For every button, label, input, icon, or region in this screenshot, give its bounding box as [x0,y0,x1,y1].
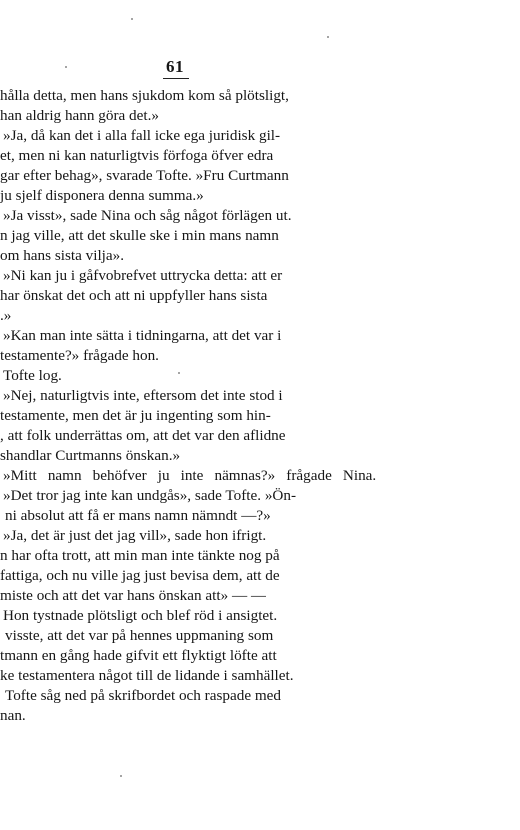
text-line: gar efter behag», svarade Tofte. »Fru Curtmann [0,167,289,184]
text-line: Tofte log. [3,367,62,384]
text-line: testamente, men det är ju ingenting som hin- [0,407,271,424]
text-line: har önskat det och att ni uppfyller hans sista [0,287,268,304]
text-line: shandlar Curtmanns önskan.» [0,447,181,464]
text-line: testamente?» frågade hon. [0,347,159,364]
text-line: ju sjelf disponera denna summa.» [0,187,204,204]
text-line: hålla detta, men hans sjukdom kom så plötsligt, [0,87,289,104]
print-speck [131,18,133,20]
print-speck [178,372,180,374]
text-line: Tofte såg ned på skrifbordet och raspade med [5,687,282,704]
text-line: »Ja, det är just det jag vill», sade hon ifrigt. [3,527,267,544]
text-line: om hans sista vilja». [0,247,125,264]
text-line: ni absolut att få er mans namn nämndt —?» [5,507,271,524]
text-line: »Ni kan ju i gåfvobrefvet uttrycka detta: att er [3,267,283,284]
page-number: 61 [166,57,184,76]
text-line: .» [0,307,12,324]
text-line: visste, att det var på hennes uppmaning som [5,627,274,644]
text-line: »Mitt namn behöfver ju inte nämnas?» frågade Nina. [3,467,376,484]
print-speck [65,66,67,68]
text-line: Hon tystnade plötsligt och blef röd i ansigtet. [3,607,278,624]
text-line: nan. [0,707,26,724]
text-line: »Kan man inte sätta i tidningarna, att det var i [3,327,282,344]
text-line: tmann en gång hade gifvit ett flyktigt löfte att [0,647,277,664]
print-speck [120,775,122,777]
page-number-rule [163,78,189,79]
text-line: et, men ni kan naturligtvis förfoga öfver edra [0,147,274,164]
text-line: fattiga, och nu ville jag just bevisa dem, att de [0,567,280,584]
text-line: n jag ville, att det skulle ske i min mans namn [0,227,279,244]
text-line: , att folk underrättas om, att det var den aflidne [0,427,286,444]
text-line: han aldrig hann göra det.» [0,107,159,124]
text-line: miste och att det var hans önskan att» — — [0,587,267,604]
text-line: n har ofta trott, att min man inte tänkte nog på [0,547,280,564]
text-line: »Ja, då kan det i alla fall icke ega juridisk gil- [3,127,281,144]
text-line: ke testamentera något till de lidande i samhället. [0,667,294,684]
print-speck [327,36,329,38]
text-line: »Nej, naturligtvis inte, eftersom det inte stod i [3,387,283,404]
text-line: »Ja visst», sade Nina och såg något förlägen ut. [3,207,292,224]
text-line: »Det tror jag inte kan undgås», sade Tofte. »Ön- [3,487,297,504]
